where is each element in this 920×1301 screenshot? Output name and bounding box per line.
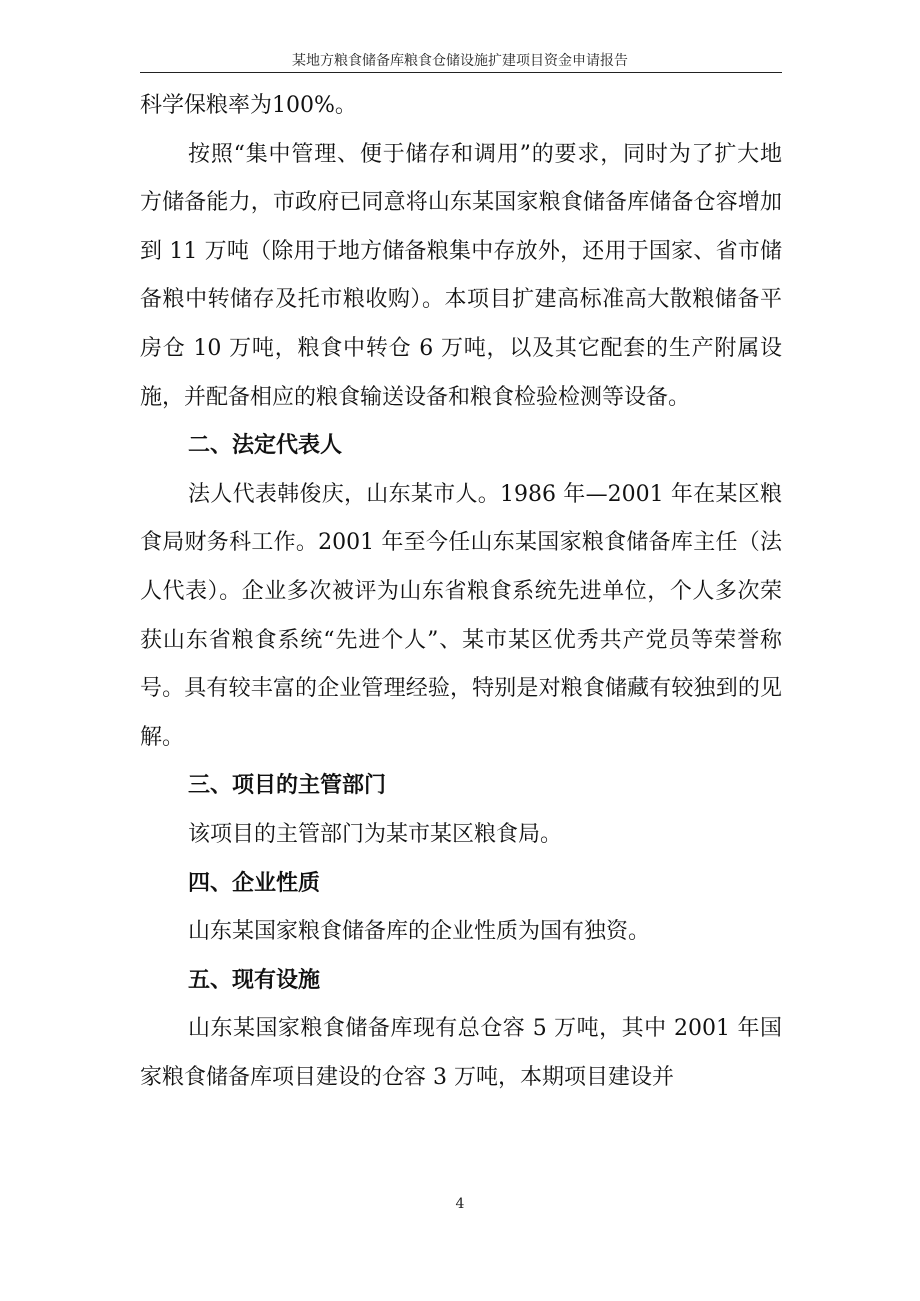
paragraph-existing-facilities: 山东某国家粮食储备库现有总仓容 5 万吨，其中 2001 年国家粮食储备库项目建设的仓容 3 万吨，本期项目建设并	[140, 1016, 782, 1090]
header-rule	[140, 72, 782, 73]
paragraph-legal-representative: 法人代表韩俊庆，山东某市人。1986 年—2001 年在某区粮食局财务科工作。2001 年至今任山东某国家粮食储备库主任（法人代表）。企业多次被评为山东省粮食系统先进单位，个人多次荣获山东省粮食系统“先进个人”、某市某区优秀共产党员等荣誉称号。具有较丰富的企业管理经验，特别是对粮食储藏有较独到的见解。	[140, 481, 782, 750]
paragraph-project-overview: 按照“集中管理、便于储存和调用”的要求，同时为了扩大地方储备能力，市政府已同意将山东某国家粮食储备库储备仓容增加到 11 万吨（除用于地方储备粮集中存放外，还用于国家、省市储备粮中转储存及托市粮收购）。本项目扩建高标准高大散粮储备平房仓 10 万吨，粮食中转仓 6 万吨，以及其它配套的生产附属设施，并配备相应的粮食输送设备和粮食检验检测等设备。	[140, 141, 782, 410]
paragraph-enterprise-nature: 山东某国家粮食储备库的企业性质为国有独资。	[188, 919, 651, 945]
section-heading-supervising-department: 三、项目的主管部门	[188, 773, 387, 799]
paragraph-continuation: 科学保粮率为100%。	[140, 93, 357, 118]
section-heading-enterprise-nature: 四、企业性质	[188, 870, 321, 896]
paragraph-supervising-department: 该项目的主管部门为某市某区粮食局。	[188, 821, 563, 847]
running-header: 某地方粮食储备库粮食仓储设施扩建项目资金申请报告	[292, 53, 628, 69]
document-body	[140, 82, 782, 1102]
page-number: 4	[455, 1196, 465, 1212]
section-heading-existing-facilities: 五、现有设施	[188, 967, 321, 993]
section-heading-legal-representative: 二、法定代表人	[188, 433, 343, 459]
